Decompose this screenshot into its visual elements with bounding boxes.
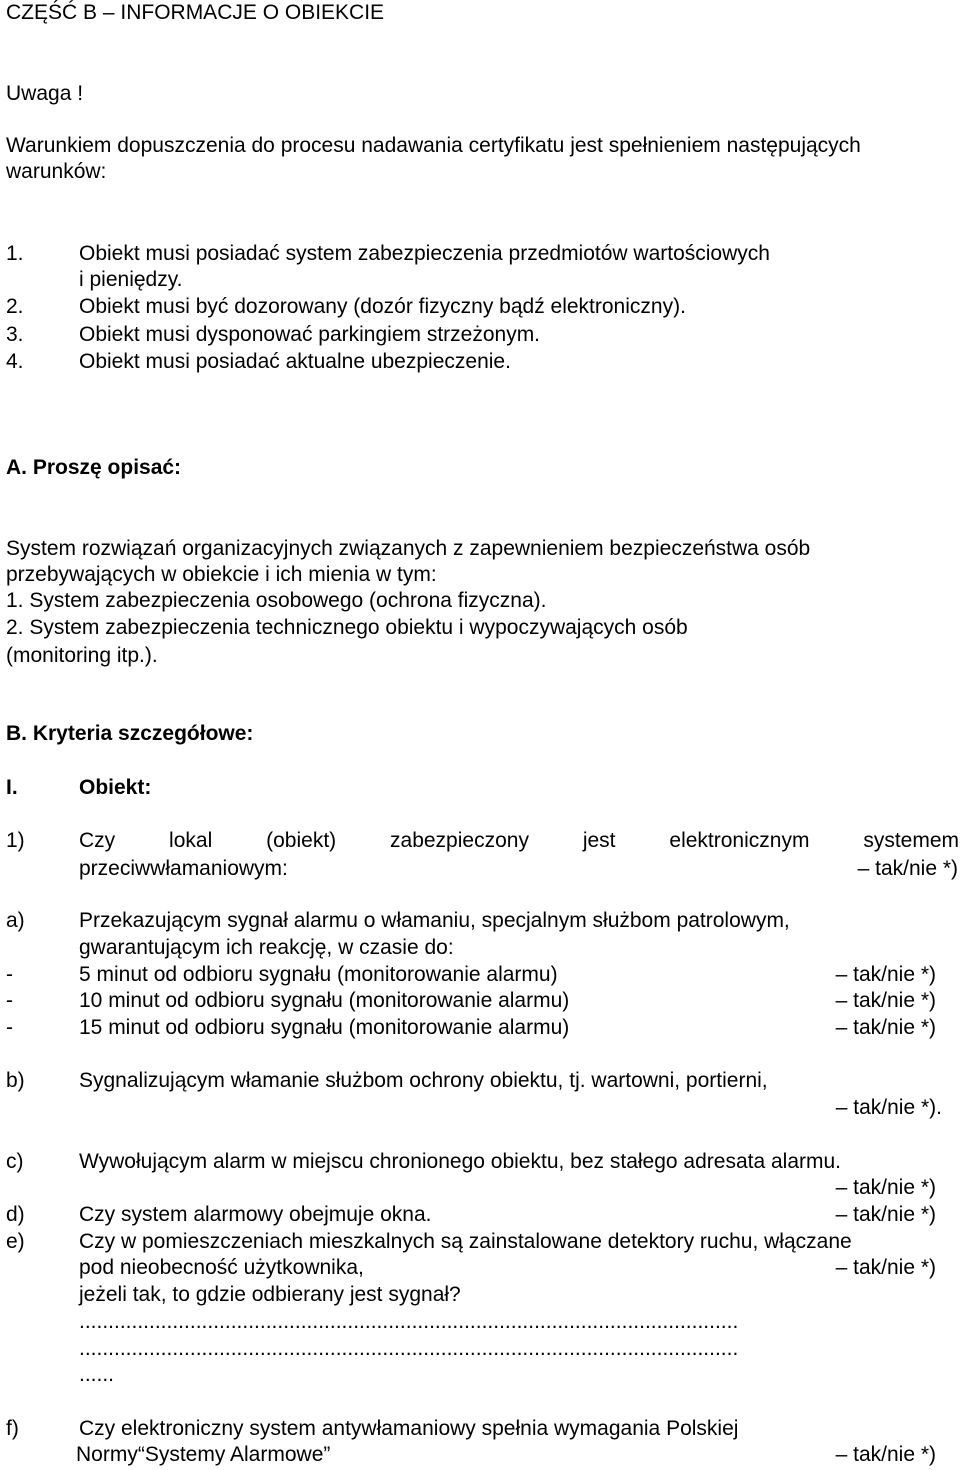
item-e-answer-blank: .................................................................................................................	[79, 1337, 739, 1360]
section-a-heading: A. Proszę opisać:	[6, 456, 182, 479]
item-c-answer: – tak/nie *)	[835, 1176, 936, 1199]
condition-number: 3.	[6, 323, 24, 346]
option-answer: – tak/nie *)	[835, 989, 936, 1012]
option-dash: -	[6, 989, 13, 1012]
item-e-answer: – tak/nie *)	[835, 1256, 936, 1279]
condition-text: Obiekt musi dysponować parkingiem strzeżonym.	[79, 323, 541, 346]
notice-label: Uwaga !	[6, 82, 84, 105]
item-a-text-line1: Przekazującym sygnał alarmu o włamaniu, specjalnym służbom patrolowym,	[79, 909, 790, 932]
section-a-item2-cont: (monitoring itp.).	[6, 644, 158, 667]
option-dash: -	[6, 963, 13, 986]
section-a-item2: 2. System zabezpieczenia technicznego obiektu i wypoczywających osób	[6, 616, 688, 639]
item-d-text: Czy system alarmowy obejmuje okna.	[79, 1203, 432, 1226]
item-a-letter: a)	[6, 909, 25, 932]
section-b-heading: B. Kryteria szczegółowe:	[6, 722, 254, 745]
section-a-text-line1: System rozwiązań organizacyjnych związanych z zapewnieniem bezpieczeństwa osób	[6, 537, 811, 560]
page-title: CZĘŚĆ B – INFORMACJE O OBIEKCIE	[6, 1, 385, 24]
option-text: 10 minut od odbioru sygnału (monitorowanie alarmu)	[79, 989, 570, 1012]
condition-number: 2.	[6, 295, 24, 318]
item-d-answer: – tak/nie *)	[835, 1203, 936, 1226]
item-f-text-line1: Czy elektroniczny system antywłamaniowy spełnia wymagania Polskiej	[79, 1417, 739, 1440]
item-e-answer-blank: ......	[79, 1363, 115, 1386]
item-f-answer: – tak/nie *)	[835, 1443, 936, 1466]
question-text-line1: Czy lokal (obiekt) zabezpieczony jest elektronicznym systemem	[79, 829, 959, 852]
condition-number: 1.	[6, 242, 24, 265]
item-e-letter: e)	[6, 1230, 25, 1253]
item-d-letter: d)	[6, 1203, 25, 1226]
item-e-answer-blank: .................................................................................................................	[79, 1310, 739, 1333]
item-f-text-line2: Normy“Systemy Alarmowe”	[76, 1443, 331, 1466]
item-a-text-line2: gwarantującym ich reakcję, w czasie do:	[79, 936, 454, 959]
option-text: 15 minut od odbioru sygnału (monitorowanie alarmu)	[79, 1016, 570, 1039]
item-e-text-line3: jeżeli tak, to gdzie odbierany jest sygnał?	[79, 1283, 461, 1306]
item-b-text: Sygnalizującym włamanie służbom ochrony obiektu, tj. wartowni, portierni,	[79, 1069, 768, 1092]
item-c-text: Wywołującym alarm w miejscu chronionego obiektu, bez stałego adresata alarmu.	[79, 1150, 841, 1173]
question-answer: – tak/nie *)	[857, 857, 958, 880]
subsection-number: I.	[6, 776, 18, 799]
condition-text: Obiekt musi być dozorowany (dozór fizyczny bądź elektroniczny).	[79, 295, 686, 318]
item-e-text-line1: Czy w pomieszczeniach mieszkalnych są zainstalowane detektory ruchu, włączane	[79, 1230, 852, 1253]
condition-text: Obiekt musi posiadać aktualne ubezpieczenie.	[79, 350, 511, 373]
section-a-text-line2: przebywających w obiekcie i ich mienia w tym:	[6, 563, 437, 586]
section-a-item1: 1. System zabezpieczenia osobowego (ochrona fizyczna).	[6, 589, 547, 612]
condition-text: Obiekt musi posiadać system zabezpieczenia przedmiotów wartościowych	[79, 242, 770, 265]
item-f-letter: f)	[6, 1417, 19, 1440]
condition-text-cont: i pieniędzy.	[79, 268, 183, 291]
notice-text-line2: warunków:	[6, 160, 107, 183]
option-answer: – tak/nie *)	[835, 1016, 936, 1039]
notice-text-line1: Warunkiem dopuszczenia do procesu nadawania certyfikatu jest spełnieniem następujących	[6, 134, 861, 157]
item-b-answer: – tak/nie *).	[835, 1096, 942, 1119]
item-b-letter: b)	[6, 1069, 25, 1092]
option-dash: -	[6, 1016, 13, 1039]
item-e-text-line2: pod nieobecność użytkownika,	[79, 1256, 364, 1279]
condition-number: 4.	[6, 350, 24, 373]
option-answer: – tak/nie *)	[835, 963, 936, 986]
subsection-label: Obiekt:	[79, 776, 152, 799]
option-text: 5 minut od odbioru sygnału (monitorowanie alarmu)	[79, 963, 558, 986]
question-number: 1)	[6, 829, 25, 852]
item-c-letter: c)	[6, 1150, 24, 1173]
question-text-line2: przeciwwłamaniowym:	[79, 857, 288, 880]
